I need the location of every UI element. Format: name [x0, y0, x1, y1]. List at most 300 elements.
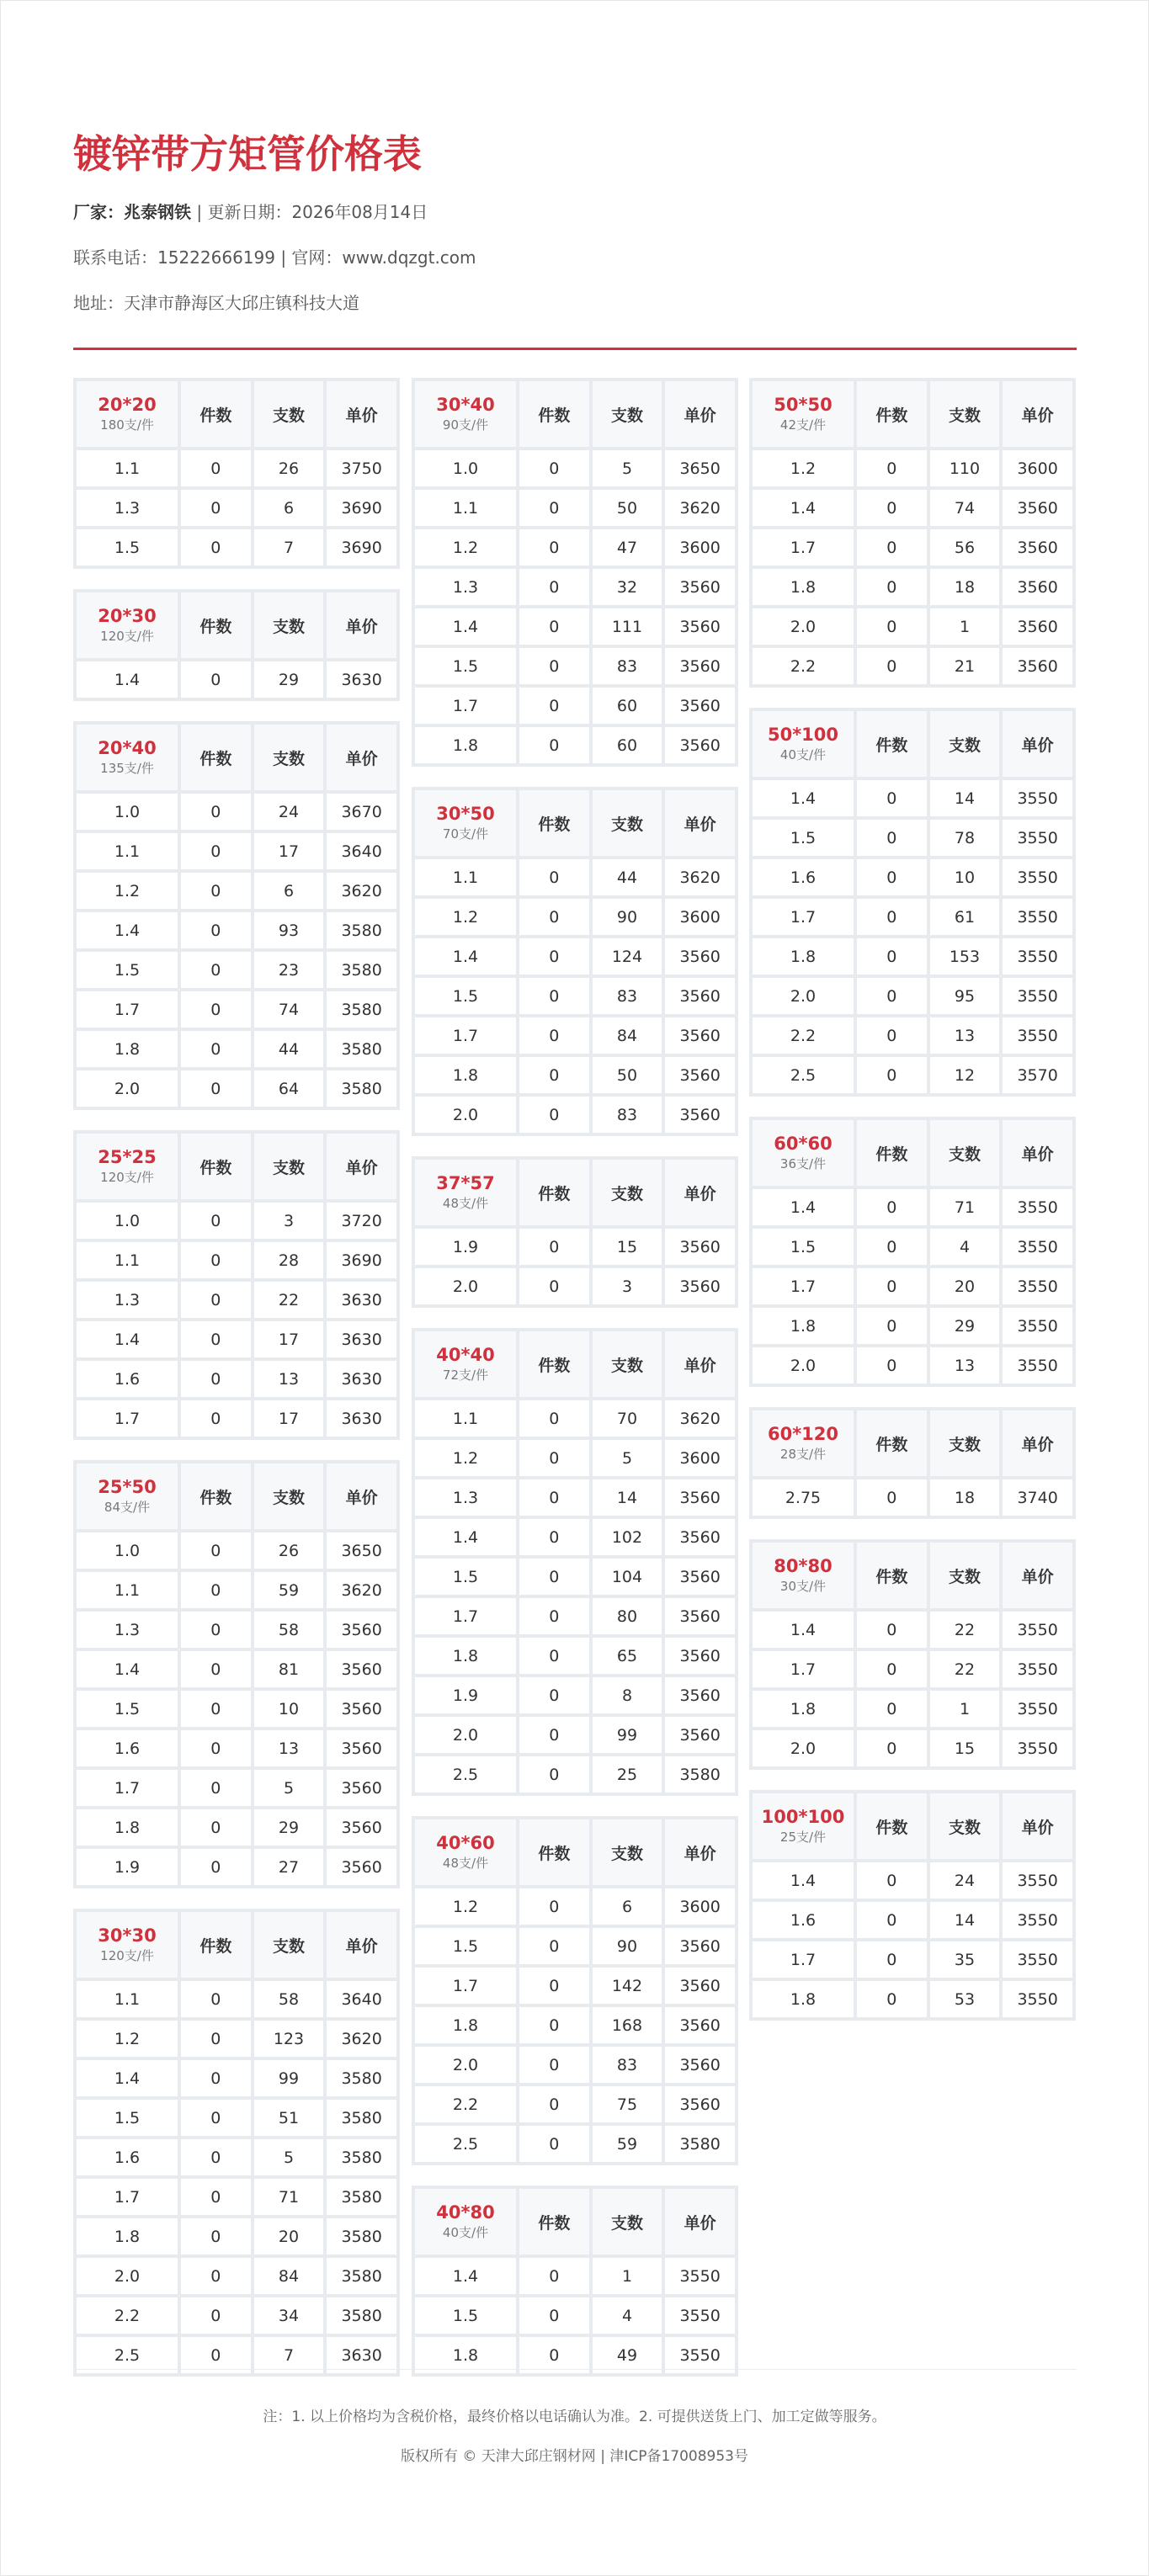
price-table — [412, 378, 738, 767]
price-cell: 3690 — [327, 1242, 396, 1278]
price-cell: 3620 — [327, 1572, 396, 1608]
thickness-cell: 1.1 — [77, 1572, 178, 1608]
pcs-cell: 99 — [254, 2060, 324, 2096]
count-cell: 0 — [519, 1888, 589, 1925]
pcs-cell: 21 — [930, 648, 1000, 684]
count-cell: 0 — [857, 1902, 927, 1938]
pcs-cell: 14 — [593, 1479, 662, 1516]
thickness-cell: 1.0 — [77, 1532, 178, 1569]
thickness-cell: 1.2 — [415, 1888, 516, 1925]
pcs-cell: 74 — [930, 490, 1000, 526]
price-cell: 3580 — [665, 1756, 735, 1793]
price-cell: 3560 — [665, 2086, 735, 2122]
pcs-cell: 153 — [930, 938, 1000, 975]
table-row — [77, 2297, 396, 2334]
price-cell: 3560 — [327, 1612, 396, 1648]
count-cell: 0 — [181, 1809, 251, 1846]
thickness-cell: 1.4 — [77, 1321, 178, 1357]
table-row — [77, 1691, 396, 1727]
table-row — [753, 1651, 1072, 1687]
price-cell: 3580 — [327, 2179, 396, 2215]
price-cell: 3550 — [1003, 780, 1072, 816]
price-cell: 3550 — [1003, 1347, 1072, 1384]
spec-header — [753, 1793, 854, 1859]
thickness-cell: 2.0 — [415, 1717, 516, 1753]
price-cell: 3620 — [665, 490, 735, 526]
thickness-cell: 1.1 — [77, 833, 178, 869]
thickness-cell: 1.7 — [753, 1268, 854, 1304]
pcs-header: 支数 — [254, 592, 324, 658]
count-cell: 0 — [857, 1229, 927, 1265]
price-cell: 3550 — [1003, 1268, 1072, 1304]
pieces-per-bundle: 84支/件 — [104, 1500, 151, 1515]
price-cell: 3620 — [327, 2021, 396, 2057]
table-row — [415, 529, 735, 566]
table-row — [753, 450, 1072, 486]
price-cell: 3560 — [1003, 569, 1072, 605]
count-cell: 0 — [519, 899, 589, 935]
table-row — [415, 899, 735, 935]
price-cell: 3550 — [1003, 1902, 1072, 1938]
thickness-cell: 1.2 — [415, 899, 516, 935]
price-cell: 3550 — [665, 2337, 735, 2373]
thickness-cell: 1.1 — [415, 490, 516, 526]
price-cell: 3550 — [1003, 1981, 1072, 2017]
pcs-cell: 53 — [930, 1981, 1000, 2017]
thickness-cell: 1.7 — [77, 2179, 178, 2215]
count-cell: 0 — [857, 820, 927, 856]
price-cell: 3600 — [665, 899, 735, 935]
count-cell: 0 — [181, 1400, 251, 1437]
table-row — [415, 1479, 735, 1516]
count-cell: 0 — [857, 608, 927, 645]
price-cell: 3600 — [1003, 450, 1072, 486]
count-cell: 0 — [181, 833, 251, 869]
spec-size: 20*20 — [98, 395, 157, 415]
count-cell: 0 — [181, 991, 251, 1028]
count-cell: 0 — [181, 794, 251, 830]
pcs-header: 支数 — [930, 381, 1000, 447]
table-row — [77, 1572, 396, 1608]
thickness-cell: 1.4 — [77, 912, 178, 948]
pcs-cell: 20 — [254, 2218, 324, 2255]
spec-size: 60*60 — [774, 1134, 832, 1154]
thickness-cell: 1.3 — [415, 1479, 516, 1516]
count-cell: 0 — [181, 1031, 251, 1067]
page-header — [73, 127, 1077, 316]
spec-header — [415, 2189, 516, 2255]
count-cell: 0 — [519, 1928, 589, 1964]
count-cell: 0 — [857, 1308, 927, 1344]
table-row — [77, 2139, 396, 2175]
thickness-cell: 1.7 — [753, 899, 854, 935]
table-row — [77, 1203, 396, 1239]
spec-header — [77, 1134, 178, 1199]
thickness-cell: 1.2 — [77, 2021, 178, 2057]
pcs-cell: 168 — [593, 2007, 662, 2043]
price-cell: 3550 — [1003, 1189, 1072, 1225]
thickness-cell: 1.8 — [753, 1691, 854, 1727]
price-cell: 3600 — [665, 1440, 735, 1476]
spec-size: 80*80 — [774, 1556, 832, 1576]
pcs-cell: 17 — [254, 1400, 324, 1437]
count-cell: 0 — [181, 952, 251, 988]
price-cell: 3560 — [665, 1598, 735, 1634]
count-cell: 0 — [519, 1717, 589, 1753]
price-cell: 3580 — [327, 2297, 396, 2334]
pcs-cell: 60 — [593, 688, 662, 724]
table-row — [415, 1717, 735, 1753]
price-table — [73, 721, 400, 1110]
pcs-cell: 29 — [930, 1308, 1000, 1344]
pcs-cell: 10 — [254, 1691, 324, 1727]
thickness-cell: 1.0 — [415, 450, 516, 486]
thickness-cell: 1.5 — [77, 1691, 178, 1727]
pcs-cell: 78 — [930, 820, 1000, 856]
spec-size: 20*40 — [98, 738, 157, 758]
spec-size: 20*30 — [98, 606, 157, 626]
table-row — [415, 2258, 735, 2294]
pieces-per-bundle: 180支/件 — [100, 417, 154, 433]
table-row — [77, 490, 396, 526]
price-table — [73, 1460, 400, 1888]
count-cell: 0 — [181, 2218, 251, 2255]
price-table — [412, 1156, 738, 1308]
page-title: 镀锌带方矩管价格表 — [73, 131, 422, 177]
price-cell: 3580 — [327, 2060, 396, 2096]
pcs-cell: 50 — [593, 1057, 662, 1093]
table-row — [753, 529, 1072, 566]
table-row — [753, 1308, 1072, 1344]
price-table — [749, 1539, 1076, 1770]
pcs-cell: 29 — [254, 1809, 324, 1846]
table-row — [415, 859, 735, 895]
thickness-cell: 1.3 — [77, 1612, 178, 1648]
count-cell: 0 — [519, 1057, 589, 1093]
count-cell: 0 — [519, 1097, 589, 1133]
thickness-cell: 2.0 — [753, 1347, 854, 1384]
price-table — [412, 787, 738, 1136]
count-cell: 0 — [181, 1981, 251, 2017]
table-row — [415, 2337, 735, 2373]
count-cell: 0 — [181, 2179, 251, 2215]
thickness-cell: 1.1 — [77, 1981, 178, 2017]
thickness-cell: 1.6 — [753, 1902, 854, 1938]
count-header: 件数 — [181, 592, 251, 658]
thickness-cell: 1.7 — [753, 529, 854, 566]
thickness-cell: 1.4 — [415, 608, 516, 645]
pcs-cell: 14 — [930, 1902, 1000, 1938]
pcs-cell: 20 — [930, 1268, 1000, 1304]
price-cell: 3640 — [327, 1981, 396, 2017]
pcs-cell: 18 — [930, 569, 1000, 605]
count-cell: 0 — [181, 2021, 251, 2057]
pcs-cell: 10 — [930, 859, 1000, 895]
thickness-cell: 1.8 — [753, 938, 854, 975]
table-row — [753, 978, 1072, 1014]
thickness-cell: 1.8 — [77, 2218, 178, 2255]
price-cell: 3550 — [1003, 1229, 1072, 1265]
thickness-cell: 1.3 — [415, 569, 516, 605]
count-cell: 0 — [519, 1638, 589, 1674]
pcs-cell: 83 — [593, 648, 662, 684]
price-cell: 3560 — [665, 688, 735, 724]
count-cell: 0 — [519, 1017, 589, 1054]
maker-label: 厂家：兆泰钢铁 — [73, 202, 191, 222]
pcs-cell: 8 — [593, 1677, 662, 1713]
price-cell: 3550 — [1003, 1691, 1072, 1727]
pcs-cell: 44 — [254, 1031, 324, 1067]
price-cell: 3560 — [665, 1559, 735, 1595]
price-cell: 3630 — [327, 1282, 396, 1318]
table-row — [415, 2007, 735, 2043]
price-header: 单价 — [665, 1331, 735, 1397]
spec-size: 30*40 — [436, 395, 495, 415]
price-header: 单价 — [665, 2189, 735, 2255]
spec-header — [753, 381, 854, 447]
footer-divider — [73, 2369, 1077, 2370]
pieces-per-bundle: 25支/件 — [779, 1830, 827, 1845]
table-row — [753, 1691, 1072, 1727]
count-cell: 0 — [519, 648, 589, 684]
price-cell: 3640 — [327, 833, 396, 869]
pcs-cell: 28 — [254, 1242, 324, 1278]
price-cell: 3630 — [327, 1321, 396, 1357]
count-cell: 0 — [857, 859, 927, 895]
thickness-cell: 1.5 — [415, 1559, 516, 1595]
price-cell: 3560 — [665, 608, 735, 645]
count-header: 件数 — [519, 1331, 589, 1397]
table-row — [415, 727, 735, 763]
thickness-cell: 2.5 — [415, 2126, 516, 2162]
pcs-cell: 29 — [254, 661, 324, 698]
count-cell: 0 — [181, 1282, 251, 1318]
count-cell: 0 — [519, 2047, 589, 2083]
spec-header — [415, 1819, 516, 1885]
price-cell: 3580 — [327, 991, 396, 1028]
table-row — [77, 991, 396, 1028]
pcs-cell: 71 — [254, 2179, 324, 2215]
count-header: 件数 — [181, 725, 251, 790]
spec-header — [77, 1912, 178, 1978]
price-cell: 3580 — [327, 2218, 396, 2255]
price-cell: 3560 — [1003, 648, 1072, 684]
pcs-cell: 6 — [593, 1888, 662, 1925]
table-row — [415, 2297, 735, 2334]
count-header: 件数 — [519, 381, 589, 447]
pcs-cell: 84 — [593, 1017, 662, 1054]
pcs-cell: 80 — [593, 1598, 662, 1634]
price-cell: 3550 — [1003, 1612, 1072, 1648]
table-row — [77, 1532, 396, 1569]
thickness-cell: 1.5 — [753, 820, 854, 856]
thickness-cell: 1.4 — [753, 1862, 854, 1899]
table-row — [753, 569, 1072, 605]
price-cell: 3560 — [665, 938, 735, 975]
table-row — [753, 1057, 1072, 1093]
thickness-cell: 1.8 — [753, 569, 854, 605]
pieces-per-bundle: 120支/件 — [100, 629, 154, 644]
pcs-cell: 60 — [593, 727, 662, 763]
count-cell: 0 — [519, 490, 589, 526]
table-row — [415, 938, 735, 975]
thickness-cell: 1.5 — [415, 978, 516, 1014]
count-cell: 0 — [857, 978, 927, 1014]
price-cell: 3620 — [665, 1400, 735, 1437]
thickness-cell: 2.5 — [415, 1756, 516, 1793]
pcs-cell: 6 — [254, 490, 324, 526]
table-row — [415, 2047, 735, 2083]
price-cell: 3720 — [327, 1203, 396, 1239]
thickness-cell: 1.7 — [415, 688, 516, 724]
count-cell: 0 — [857, 1862, 927, 1899]
table-row — [415, 450, 735, 486]
price-cell: 3580 — [327, 1031, 396, 1067]
pcs-cell: 24 — [254, 794, 324, 830]
pcs-cell: 35 — [930, 1941, 1000, 1978]
pcs-cell: 124 — [593, 938, 662, 975]
table-row — [77, 1849, 396, 1885]
table-row — [415, 1638, 735, 1674]
price-header: 单价 — [327, 381, 396, 447]
pcs-cell: 5 — [593, 450, 662, 486]
column-1 — [73, 378, 400, 2397]
count-cell: 0 — [857, 1479, 927, 1516]
table-row — [77, 2258, 396, 2294]
price-table — [412, 2186, 738, 2377]
price-cell: 3550 — [1003, 859, 1072, 895]
thickness-cell: 1.2 — [415, 1440, 516, 1476]
price-header: 单价 — [327, 1912, 396, 1978]
price-cell: 3600 — [665, 529, 735, 566]
price-cell: 3550 — [665, 2297, 735, 2334]
price-table — [749, 378, 1076, 688]
count-cell: 0 — [857, 1268, 927, 1304]
count-cell: 0 — [181, 1070, 251, 1107]
count-cell: 0 — [519, 978, 589, 1014]
price-header: 单价 — [665, 1160, 735, 1225]
table-row — [77, 2179, 396, 2215]
count-header: 件数 — [181, 1463, 251, 1529]
price-cell: 3560 — [665, 1229, 735, 1265]
thickness-cell: 1.7 — [77, 1400, 178, 1437]
table-row — [415, 1888, 735, 1925]
price-cell: 3560 — [327, 1691, 396, 1727]
spec-header — [415, 381, 516, 447]
price-cell: 3560 — [327, 1770, 396, 1806]
pcs-header: 支数 — [593, 1819, 662, 1885]
price-cell: 3560 — [665, 1479, 735, 1516]
pcs-header: 支数 — [254, 1463, 324, 1529]
count-header: 件数 — [181, 381, 251, 447]
thickness-cell: 1.7 — [753, 1651, 854, 1687]
column-3 — [749, 378, 1076, 2041]
table-row — [77, 2337, 396, 2373]
spec-header — [753, 1120, 854, 1186]
count-cell: 0 — [519, 1677, 589, 1713]
table-row — [415, 1057, 735, 1093]
pcs-cell: 104 — [593, 1559, 662, 1595]
pcs-cell: 51 — [254, 2100, 324, 2136]
pcs-cell: 83 — [593, 978, 662, 1014]
thickness-cell: 1.8 — [77, 1809, 178, 1846]
table-row — [753, 899, 1072, 935]
pcs-header: 支数 — [930, 1543, 1000, 1608]
table-row — [77, 1031, 396, 1067]
pcs-cell: 3 — [254, 1203, 324, 1239]
pcs-cell: 1 — [930, 1691, 1000, 1727]
pieces-per-bundle: 28支/件 — [779, 1447, 827, 1462]
thickness-cell: 1.9 — [415, 1229, 516, 1265]
table-row — [415, 1559, 735, 1595]
price-header: 单价 — [327, 1134, 396, 1199]
table-row — [753, 1730, 1072, 1766]
price-cell: 3570 — [1003, 1057, 1072, 1093]
spec-size: 40*40 — [436, 1345, 495, 1365]
table-row — [415, 490, 735, 526]
update-date: | 更新日期：2026年08月14日 — [191, 202, 428, 222]
thickness-cell: 1.6 — [77, 2139, 178, 2175]
price-cell: 3550 — [1003, 899, 1072, 935]
count-cell: 0 — [519, 2086, 589, 2122]
price-cell: 3560 — [665, 1017, 735, 1054]
thickness-cell: 2.5 — [77, 2337, 178, 2373]
price-header: 单价 — [1003, 1793, 1072, 1859]
thickness-cell: 1.7 — [753, 1941, 854, 1978]
thickness-cell: 1.1 — [77, 450, 178, 486]
count-cell: 0 — [181, 1361, 251, 1397]
pcs-cell: 22 — [930, 1651, 1000, 1687]
price-cell: 3550 — [1003, 1308, 1072, 1344]
thickness-cell: 2.2 — [415, 2086, 516, 2122]
table-row — [77, 1242, 396, 1278]
thickness-cell: 1.4 — [77, 1651, 178, 1687]
table-row — [415, 688, 735, 724]
table-row — [77, 1730, 396, 1766]
pcs-cell: 18 — [930, 1479, 1000, 1516]
contact-line: 联系电话：15222666199 | 官网：www.dqzgt.com — [73, 247, 476, 268]
thickness-cell: 1.0 — [77, 794, 178, 830]
price-table — [412, 1328, 738, 1796]
price-cell: 3630 — [327, 1361, 396, 1397]
spec-header — [753, 1410, 854, 1476]
spec-size: 50*50 — [774, 395, 832, 415]
count-cell: 0 — [857, 1017, 927, 1054]
thickness-cell: 1.8 — [415, 727, 516, 763]
count-cell: 0 — [181, 873, 251, 909]
pcs-cell: 59 — [593, 2126, 662, 2162]
pcs-cell: 25 — [593, 1756, 662, 1793]
table-row — [77, 1981, 396, 2017]
pcs-cell: 47 — [593, 529, 662, 566]
price-cell: 3560 — [1003, 529, 1072, 566]
pcs-cell: 17 — [254, 1321, 324, 1357]
price-cell: 3650 — [327, 1532, 396, 1569]
price-cell: 3580 — [327, 2139, 396, 2175]
pcs-cell: 93 — [254, 912, 324, 948]
pcs-cell: 32 — [593, 569, 662, 605]
pcs-cell: 24 — [930, 1862, 1000, 1899]
price-cell: 3560 — [665, 569, 735, 605]
table-row — [753, 1902, 1072, 1938]
count-cell: 0 — [519, 688, 589, 724]
pcs-header: 支数 — [254, 381, 324, 447]
count-cell: 0 — [181, 2060, 251, 2096]
pieces-per-bundle: 48支/件 — [442, 1196, 489, 1211]
count-cell: 0 — [181, 1691, 251, 1727]
thickness-cell: 1.5 — [77, 529, 178, 566]
pcs-cell: 15 — [930, 1730, 1000, 1766]
